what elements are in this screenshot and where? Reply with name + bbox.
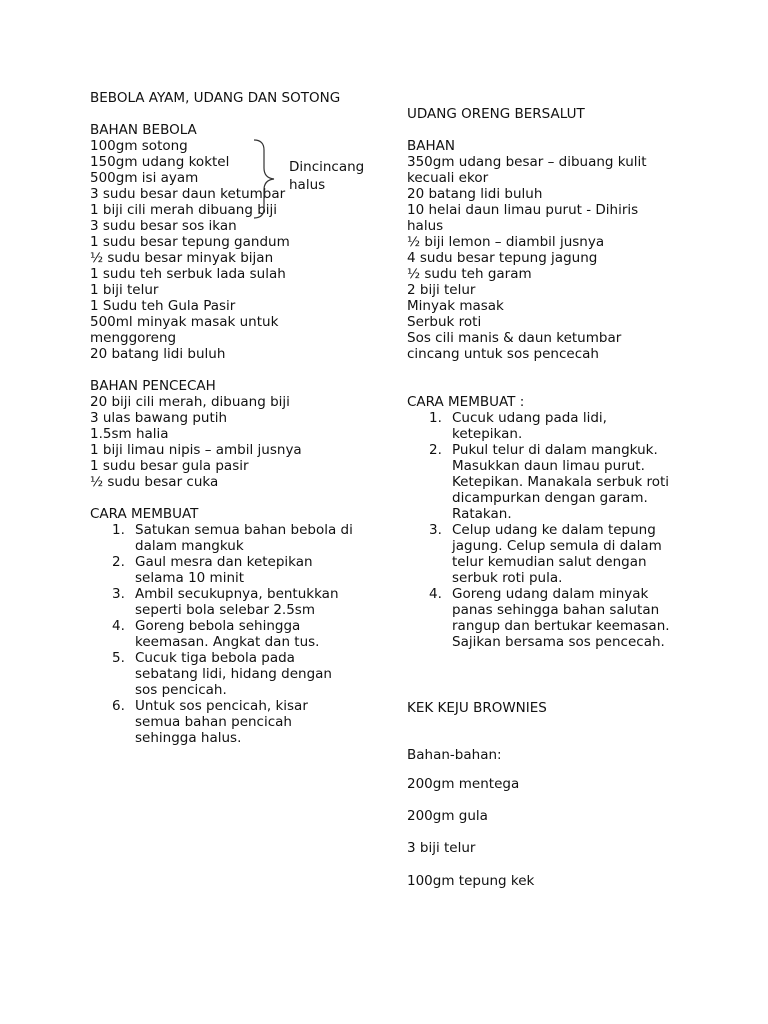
pencecah-ingredients-heading: BAHAN PENCECAH — [90, 378, 216, 394]
ingredient-line: 100gm tepung kek — [407, 873, 535, 889]
step-number: 4. — [112, 618, 125, 634]
step-text-line: rangup dan bertukar keemasan. — [452, 618, 670, 634]
method-step — [407, 586, 707, 650]
ingredient-line: cincang untuk sos pencecah — [407, 346, 599, 362]
step-number: 6. — [112, 698, 125, 714]
step-text-line: Ambil secukupnya, bentukkan — [135, 586, 339, 602]
method-step — [407, 442, 707, 522]
ingredient-line: 1 biji limau nipis – ambil jusnya — [90, 442, 302, 458]
step-number: 1. — [112, 522, 125, 538]
recipe-title-udang: UDANG ORENG BERSALUT — [407, 106, 585, 122]
ingredient-line: 100gm sotong — [90, 138, 188, 154]
step-text-line: Cucuk tiga bebola pada — [135, 650, 295, 666]
step-text-line: Untuk sos pencicah, kisar — [135, 698, 308, 714]
step-number: 2. — [112, 554, 125, 570]
step-text-line: Pukul telur di dalam mangkuk. — [452, 442, 658, 458]
step-number: 3. — [112, 586, 125, 602]
ingredient-line: 1 sudu teh serbuk lada sulah — [90, 266, 286, 282]
ingredient-line: halus — [407, 218, 444, 234]
step-text-line: selama 10 minit — [135, 570, 245, 586]
ingredient-line: 10 helai daun limau purut - Dihiris — [407, 202, 639, 218]
ingredient-line: 3 ulas bawang putih — [90, 410, 228, 426]
ingredient-line: 20 batang lidi buluh — [407, 186, 543, 202]
method-steps-udang — [407, 410, 707, 650]
ingredient-line: ½ sudu teh garam — [407, 266, 532, 282]
step-number: 4. — [429, 586, 442, 602]
ingredient-line: 500ml minyak masak untuk — [90, 314, 279, 330]
ingredient-line: 3 sudu besar sos ikan — [90, 218, 237, 234]
method-step — [90, 522, 380, 554]
method-step — [90, 586, 380, 618]
step-text-line: jagung. Celup semula di dalam — [452, 538, 662, 554]
step-number: 2. — [429, 442, 442, 458]
step-text-line: Ratakan. — [452, 506, 512, 522]
step-text-line: telur kemudian salut dengan — [452, 554, 647, 570]
step-text-line: dalam mangkuk — [135, 538, 244, 554]
step-text-line: seperti bola selebar 2.5sm — [135, 602, 315, 618]
right-column — [407, 106, 707, 650]
ingredient-line: 1 sudu besar tepung gandum — [90, 234, 290, 250]
recipe-title-bebola: BEBOLA AYAM, UDANG DAN SOTONG — [90, 90, 341, 106]
ingredient-line: 350gm udang besar – dibuang kulit — [407, 154, 647, 170]
ingredient-line: 1 biji telur — [90, 282, 159, 298]
udang-ingredients-list — [407, 154, 707, 362]
step-number: 3. — [429, 522, 442, 538]
ingredient-line: ½ sudu besar minyak bijan — [90, 250, 274, 266]
step-text-line: ketepikan. — [452, 426, 523, 442]
step-number: 5. — [112, 650, 125, 666]
kek-ingredients-heading: Bahan-bahan: — [407, 747, 502, 763]
step-text-line: Ketepikan. Manakala serbuk roti — [452, 474, 669, 490]
method-step — [407, 522, 707, 586]
step-text-line: Celup udang ke dalam tepung — [452, 522, 656, 538]
method-step — [90, 554, 380, 586]
ingredient-line: ½ biji lemon – diambil jusnya — [407, 234, 605, 250]
ingredient-line: Minyak masak — [407, 298, 504, 314]
step-text-line: Cucuk udang pada lidi, — [452, 410, 607, 426]
step-text-line: semua bahan pencicah — [135, 714, 292, 730]
step-text-line: Satukan semua bahan bebola di — [135, 522, 353, 538]
ingredient-line: 200gm mentega — [407, 776, 520, 792]
step-text-line: keemasan. Angkat dan tus. — [135, 634, 320, 650]
ingredient-line: ½ sudu besar cuka — [90, 474, 219, 490]
method-step — [407, 410, 707, 442]
ingredient-line: 200gm gula — [407, 808, 488, 824]
method-heading-udang: CARA MEMBUAT : — [407, 394, 525, 410]
ingredient-line: kecuali ekor — [407, 170, 489, 186]
pencecah-ingredients-list — [90, 394, 380, 490]
ingredient-line: Sos cili manis & daun ketumbar — [407, 330, 622, 346]
step-text-line: Masukkan daun limau purut. — [452, 458, 645, 474]
bebola-ingredients-heading: BAHAN BEBOLA — [90, 122, 197, 138]
ingredient-line: 2 biji telur — [407, 282, 476, 298]
ingredient-line: 1 sudu besar gula pasir — [90, 458, 249, 474]
method-heading-bebola: CARA MEMBUAT — [90, 506, 199, 522]
step-text-line: Sajikan bersama sos pencecah. — [452, 634, 665, 650]
method-step — [90, 698, 380, 746]
ingredient-line: Serbuk roti — [407, 314, 482, 330]
step-text-line: sebatang lidi, hidang dengan — [135, 666, 332, 682]
method-step — [90, 618, 380, 650]
ingredient-line: 1 Sudu teh Gula Pasir — [90, 298, 236, 314]
ingredient-line: 150gm udang koktel — [90, 154, 230, 170]
ingredient-line: 20 biji cili merah, dibuang biji — [90, 394, 290, 410]
ingredient-line: menggoreng — [90, 330, 177, 346]
curly-brace-icon — [252, 138, 282, 220]
step-number: 1. — [429, 410, 442, 426]
step-text-line: Gaul mesra dan ketepikan — [135, 554, 313, 570]
brace-note-line: halus — [289, 177, 326, 193]
ingredient-line: 4 sudu besar tepung jagung — [407, 250, 598, 266]
step-text-line: dicampurkan dengan garam. — [452, 490, 648, 506]
udang-ingredients-heading: BAHAN — [407, 138, 455, 154]
method-steps-bebola — [90, 522, 380, 746]
ingredient-line: 1.5sm halia — [90, 426, 169, 442]
step-text-line: Goreng udang dalam minyak — [452, 586, 649, 602]
ingredient-line: 3 biji telur — [407, 840, 476, 856]
ingredient-line: 500gm isi ayam — [90, 170, 199, 186]
step-text-line: panas sehingga bahan salutan — [452, 602, 660, 618]
step-text-line: Goreng bebola sehingga — [135, 618, 301, 634]
recipe-title-kek: KEK KEJU BROWNIES — [407, 700, 547, 716]
method-step — [90, 650, 380, 698]
brace-note — [289, 158, 364, 194]
step-text-line: serbuk roti pula. — [452, 570, 563, 586]
ingredient-line: 20 batang lidi buluh — [90, 346, 226, 362]
step-text-line: sehingga halus. — [135, 730, 242, 746]
brace-note-line: Dincincang — [289, 159, 365, 175]
ingredient-line: 1 biji cili merah dibuang biji — [90, 202, 278, 218]
ingredient-line: 3 sudu besar daun ketumbar — [90, 186, 286, 202]
step-text-line: sos pencicah. — [135, 682, 227, 698]
